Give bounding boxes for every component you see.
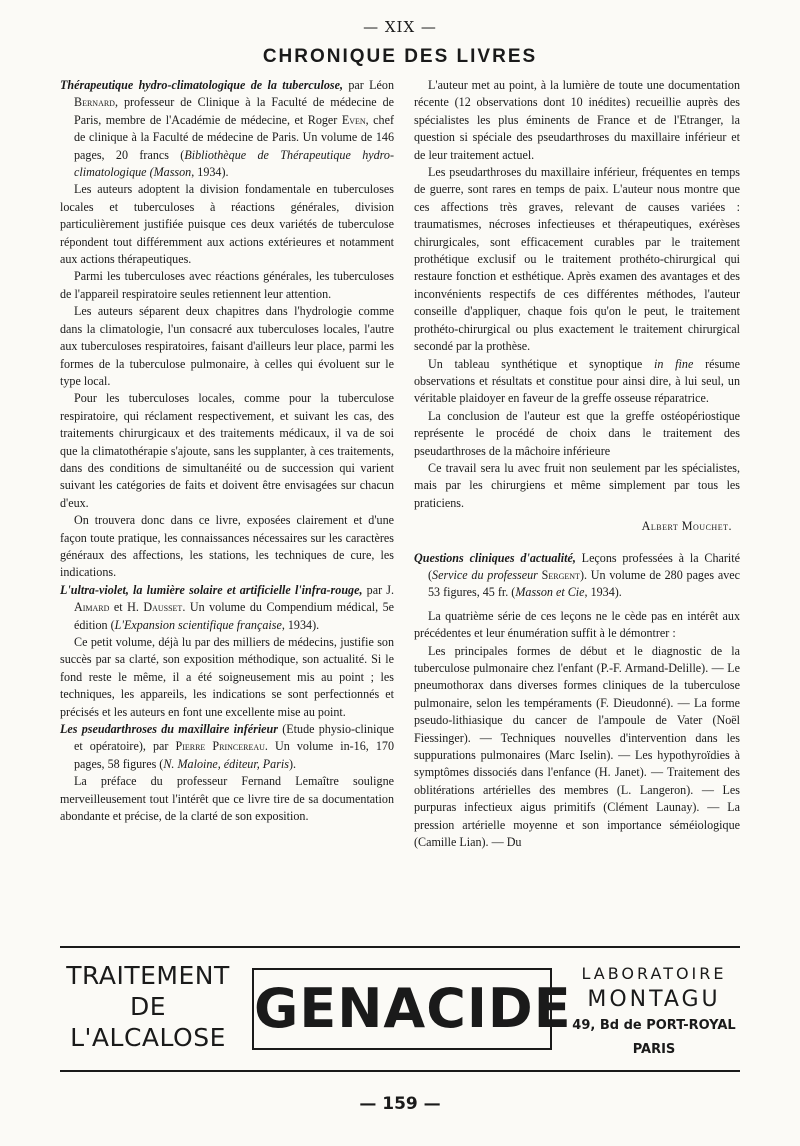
review-4-paragraph: La quatrième série de ces leçons ne le cède pas en intérêt aux précédentes et leur énumération suffit à le démontrer :	[414, 608, 740, 641]
review-4-publisher: Masson et Cie	[515, 585, 585, 600]
reviewer-signature: Albert Mouchet.	[641, 519, 732, 534]
review-1-reference: Thérapeutique hydro-climatologique de la tuberculose, par Léon Bernard, professeur de Clinique à la Faculté de médecine de Paris, membre de l'Académie de médecine, et Roger Even, chef de clinique à la Faculté de médecine de Paris. Un volume de 146 pages, 20 francs (Bibliothèque de Thérapeutique hydro-climatologique (Masson, 1934).	[60, 78, 394, 180]
review-4-reference: Questions cliniques d'actualité, Leçons professées à la Charité (Service du professeur Sergent). Un volume de 280 pages avec 53 figures, 45 fr. (Masson et Cie, 1934).	[414, 550, 740, 600]
review-1-paragraph: Parmi les tuberculoses avec réactions générales, les tuberculoses de l'appareil respiratoire seules retiennent leur attention.	[60, 269, 394, 301]
review-1-paragraph: Pour les tuberculoses locales, comme pour la tuberculose respiratoire, qui réclament respectivement, et suivant les cas, des traitements chirurgicaux et des traitements médicaux, il va de soi que la climatothérapie s'ajoute, sans les supplanter, à ces traitements, dans des conditions de simultanéité ou de succession qui varient suivant les catégories de faits et doivent être envisagées sur chacun d'eux.	[60, 391, 394, 510]
ad-line: DE	[129, 992, 167, 1021]
ad-left-text	[60, 960, 236, 1053]
review-3-paragraph: La conclusion de l'auteur est que la greffe ostéopériostique représente le procédé de choix dans le traitement des pseudarthroses de la mâchoire inférieure	[414, 408, 740, 458]
review-2-paragraph: Ce petit volume, déjà lu par des milliers de médecins, justifie son succès par sa clarté, son exposition méthodique, son actualité. Si le fond reste le même, il a été soigneusement mis au point ; les techniques, les appareils, les indications se sont perfectionnés et précisés et les auteurs en font une excellente mise au point.	[60, 635, 394, 719]
review-4-service: Service du professeur	[432, 567, 538, 582]
ad-city: PARIS	[632, 1042, 676, 1057]
review-3-paragraph: Ce travail sera lu avec fruit non seulement par les spécialistes, mais par les chirurgiens et même simplement par tous les praticiens.	[414, 460, 740, 510]
roman-page-number: — XIX —	[363, 18, 437, 36]
review-2-author-2: Dausset	[143, 600, 183, 615]
review-1-paragraph: On trouvera donc dans ce livre, exposées clairement et d'une façon toute pratique, les connaissances nécessaires sur les caractères généraux des affections, les stations, les techniques de cure, les indications.	[60, 513, 394, 580]
review-2-reference: L'ultra-violet, la lumière solaire et artificielle l'infra-rouge, par J. Aimard et H. Dausset. Un volume du Compendium médical, 5e édition (L'Expansion scientifique française, 1934).	[60, 582, 394, 632]
ad-brand: GENACIDE	[252, 968, 552, 1050]
review-3-paragraph: L'auteur met au point, à la lumière de toute une documentation récente (12 observations dont 10 inédites) recueillie auprès des spécialistes les plus éminents de France et de l'Etranger, la question si spéciale des pseudarthroses du maxillaire inférieur et de leur traitement actuel.	[414, 78, 740, 162]
section-heading: CHRONIQUE DES LIVRES	[262, 46, 538, 67]
review-1-title: Thérapeutique hydro-climatologique de la tuberculose,	[60, 78, 344, 92]
review-3-paragraph: Un tableau synthétique et synoptique in fine résume observations et résultats et constitue pour ainsi dire, à lui seul, un véritable plaidoyer en faveur de la greffe osseuse réparatrice.	[414, 356, 740, 406]
ad-line: TRAITEMENT	[66, 961, 230, 990]
right-column	[414, 77, 740, 851]
review-2-publisher: L'Expansion scientifique française	[114, 617, 282, 632]
review-3-author: Pierre Princereau	[175, 739, 265, 754]
review-1-series: Bibliothèque de Thérapeutique hydro-climatologique (Masson	[74, 147, 394, 180]
ad-laboratory	[568, 962, 740, 1062]
ad-line: L'ALCALOSE	[70, 1023, 226, 1052]
review-4-title: Questions cliniques d'actualité,	[414, 550, 576, 565]
review-1-paragraph: Les auteurs adoptent la division fondamentale en tuberculoses locales et tuberculoses à réactions générales, division particulièrement justifiée puisque ces deux variétés de tuberculose répondent tout différemment aux actions extérieures et notamment aux actions thérapeutiques.	[60, 182, 394, 267]
review-3-publisher: N. Maloine, éditeur, Paris	[163, 756, 289, 771]
review-3-title: Les pseudarthroses du maxillaire inférieur	[60, 722, 278, 737]
review-1-paragraph: Les auteurs séparent deux chapitres dans l'hydrologie comme dans la climatologie, l'un consacré aux tuberculoses locales, l'autre aux tuberculoses respiratoires, faisant d'ailleurs leur place, parmi les formes de la tuberculose pulmonaire, à celles qui évoluent sur le type local.	[60, 304, 394, 388]
ad-address: 49, Bd de PORT-ROYAL	[572, 1018, 736, 1033]
ad-lab-label: LABORATOIRE	[581, 964, 727, 983]
review-4-author: Sergent	[541, 567, 580, 582]
review-1-author-2: Even	[341, 112, 366, 127]
review-2-author-1: Aimard	[74, 600, 110, 615]
review-2-title: L'ultra-violet, la lumière solaire et artificielle l'infra-rouge,	[60, 582, 363, 597]
review-3-reference: Les pseudarthroses du maxillaire inférieur (Etude physio-clinique et opératoire), par Pierre Princereau. Un volume in-16, 170 pages, 58 figures (N. Maloine, éditeur, Paris).	[60, 722, 394, 771]
review-4-paragraph: Les principales formes de début et le diagnostic de la tuberculose pulmonaire chez l'enfant (P.-F. Armand-Delille). — Le pneumothorax dans diverses formes cliniques de la tuberculose pulmonaire, selon les tempéraments (F. Dieudonné). — La forme pseudo-lithiasique du cancer de l'ampoule de Vater (Noël Fiessinger). — Techniques nouvelles d'intervention dans les suppurations pulmonaires (Marc Iselin). — Les hypothyroïdies à symptômes dissociés dans l'enfance (H. Janet). — Traitement des oblitérations artérielles des membres (L. Langeron). — Les purpuras infectieux aigus primitifs (Clément Launay). — La pression artérielle moyenne et son importance séméiologique (Camille Lian). — Du	[414, 643, 740, 850]
in-fine-term: in fine	[654, 356, 694, 371]
left-column	[60, 77, 394, 825]
review-3-paragraph: Les pseudarthroses du maxillaire inférieur, fréquentes en temps de guerre, sont rares en temps de paix. L'auteur nous montre que ces affections très graves, relevant de causes variées : traumatismes, nécroses infectieuses et thérapeutiques, exérèses chirurgicales, sont efficacement curables par le traitement prothétique exclusif ou le traitement prothéto-chirurgical qui restaure fonction et esthétique. Après examen des avantages et des inconvénients respectifs de ces différentes méthodes, l'auteur conseille d'appliquer, chaque fois qu'on le peut, le traitement prothéto-chirurgical ou plus exactement le traitement chirurgical secondé par la prothèse.	[414, 165, 740, 354]
page-number: — 159 —	[359, 1094, 441, 1114]
ad-lab-name: MONTAGU	[587, 987, 721, 1012]
review-3-paragraph: La préface du professeur Fernand Lemaître souligne merveilleusement tout l'intérêt que ce livre tire de sa documentation abondante et précise, de la clarté de son exposition.	[60, 774, 394, 824]
review-1-author-1: Bernard	[74, 95, 115, 110]
advertisement	[60, 946, 740, 1072]
